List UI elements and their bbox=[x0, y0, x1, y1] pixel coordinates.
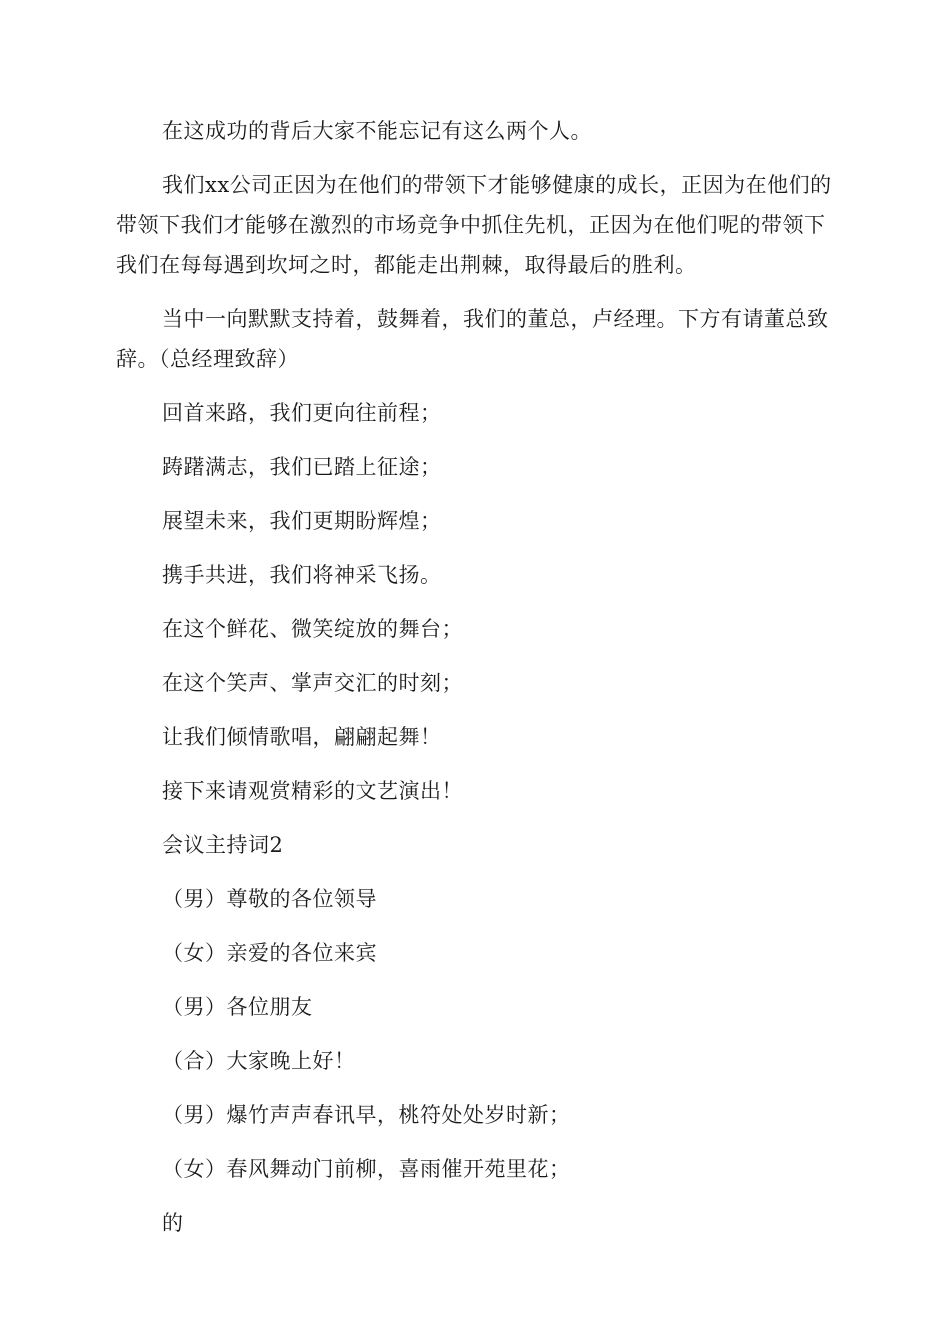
paragraph: 在这个鲜花、微笑绽放的舞台； bbox=[162, 617, 463, 641]
paragraph: 当中一向默默支持着，鼓舞着，我们的董总，卢经理。下方有请董总致辞。（总经理致辞） bbox=[116, 307, 829, 371]
paragraph: （男）爆竹声声春讯早，桃符处处岁时新； bbox=[162, 1103, 571, 1127]
paragraph: （男）各位朋友 bbox=[162, 995, 313, 1019]
paragraph: 踌躇满志，我们已踏上征途； bbox=[162, 455, 442, 479]
paragraph: 让我们倾情歌唱，翩翩起舞！ bbox=[162, 725, 442, 749]
paragraph: 展望未来，我们更期盼辉煌； bbox=[162, 509, 442, 533]
paragraph: 的 bbox=[162, 1211, 184, 1235]
paragraph: （女）亲爱的各位来宾 bbox=[162, 941, 377, 965]
paragraph: 我们xx公司正因为在他们的带领下才能够健康的成长，正因为在他们的带领下我们才能够在激烈的市场竞争中抓住先机，正因为在他们呢的带领下我们在每每遇到坎坷之时，都能走出荆棘，取得最后的胜利。 bbox=[116, 173, 832, 277]
paragraph: （女）春风舞动门前柳，喜雨催开苑里花； bbox=[162, 1157, 571, 1181]
paragraph: 回首来路，我们更向往前程； bbox=[162, 401, 442, 425]
paragraph: （男）尊敬的各位领导 bbox=[162, 887, 377, 911]
paragraph: 在这个笑声、掌声交汇的时刻； bbox=[162, 671, 463, 695]
document-body bbox=[116, 111, 834, 1243]
paragraph: 接下来请观赏精彩的文艺演出！ bbox=[162, 779, 463, 803]
paragraph: 携手共进，我们将神采飞扬。 bbox=[162, 563, 442, 587]
paragraph: （合）大家晚上好！ bbox=[162, 1049, 356, 1073]
paragraph: 在这成功的背后大家不能忘记有这么两个人。 bbox=[162, 119, 592, 143]
section-heading: 会议主持词2 bbox=[162, 833, 284, 857]
